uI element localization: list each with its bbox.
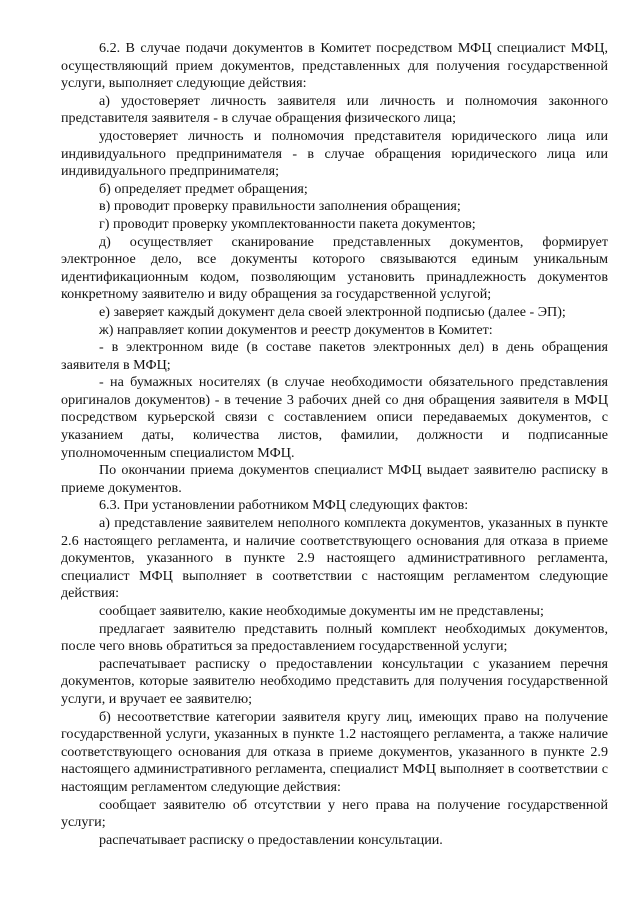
paragraph-print-consultation: распечатывает расписку о предоставлении консультации. — [99, 831, 443, 848]
paragraph-signature: е) заверяет каждый документ дела своей электронной подписью (далее - ЭП); — [99, 303, 566, 320]
paragraph-check-filling: в) проводит проверку правильности заполнения обращения; — [99, 198, 461, 215]
paragraph-offer-complete: предлагает заявителю представить полный комплект необходимых документов, после чего вновь обратиться за предоставлением государственной услуги; — [61, 620, 608, 655]
paragraph-incomplete-set: а) представление заявителем неполного комплекта документов, указанных в пункте 2.6 настоящего регламента, и наличие соответствующего основания для отказа в приеме документов, указанного в пункте 2.9 настоящего административного регламента, специалист МФЦ выполняет в соответствии с настоящим регламентом следующие действия: — [61, 515, 608, 602]
paragraph-subject: б) определяет предмет обращения; — [99, 180, 308, 197]
paragraph-inform-missing: сообщает заявителю, какие необходимые документы им не представлены; — [99, 603, 544, 619]
paragraph-scanning: д) осуществляет сканирование представленных документов, формирует электронное дело, все документы которого связываются единым уникальным идентификационным кодом, позволяющим установить принадлежность документов конкретному заявителю и виду обращения за государственной услугой; — [61, 233, 608, 303]
paragraph-check-package: г) проводит проверку укомплектованности пакета документов; — [99, 215, 476, 232]
paragraph-paper: - на бумажных носителях (в случае необходимости обязательного представления оригиналов документов) - в течение 3 рабочих дней со дня обращения заявителя в МФЦ посредством курьерской связи с составлением описи передаваемых документов, с указанием даты, количества листов, фамилии, должности и подписанные уполномоченным специалистом МФЦ. — [61, 374, 608, 461]
paragraph-identity-legal: удостоверяет личность и полномочия представителя юридического лица или индивидуального предпринимателя - в случае обращения юридического лица или индивидуального предпринимателя; — [61, 127, 608, 180]
paragraph-identity-individual: а) удостоверяет личность заявителя или личность и полномочия законного представителя заявителя - в случае обращения физического лица; — [61, 92, 608, 127]
document-body — [61, 40, 608, 849]
paragraph-print-consultation-list: распечатывает расписку о предоставлении консультации с указанием перечня документов, которые заявителю необходимо представить для получения государственной услуги, и вручает ее заявителю; — [61, 655, 608, 707]
paragraph-send-copies: ж) направляет копии документов и реестр документов в Комитет: — [99, 321, 493, 338]
paragraph-6-3-intro: 6.3. При установлении работником МФЦ следующих фактов: — [99, 497, 469, 514]
paragraph-receipt: По окончании приема документов специалист МФЦ выдает заявителю расписку в приеме документов. — [61, 462, 608, 496]
paragraph-category-mismatch: б) несоответствие категории заявителя кругу лиц, имеющих право на получение государственной услуги, указанных в пункте 1.2 настоящего регламента, а также наличие соответствующего основания для отказа в приеме документов, указанного в пункте 2.9 настоящего административного регламента, специалист МФЦ выполняет в соответствии с настоящим регламентом следующие действия: — [61, 708, 608, 795]
paragraph-inform-no-right: сообщает заявителю об отсутствии у него права на получение государственной услуги; — [61, 796, 608, 831]
paragraph-6-2-intro: 6.2. В случае подачи документов в Комитет посредством МФЦ специалист МФЦ, осуществляющий прием документов, представленных для получения государственной услуги, выполняет следующие действия: — [61, 40, 608, 92]
paragraph-electronic: - в электронном виде (в составе пакетов электронных дел) в день обращения заявителя в МФЦ; — [61, 339, 608, 373]
